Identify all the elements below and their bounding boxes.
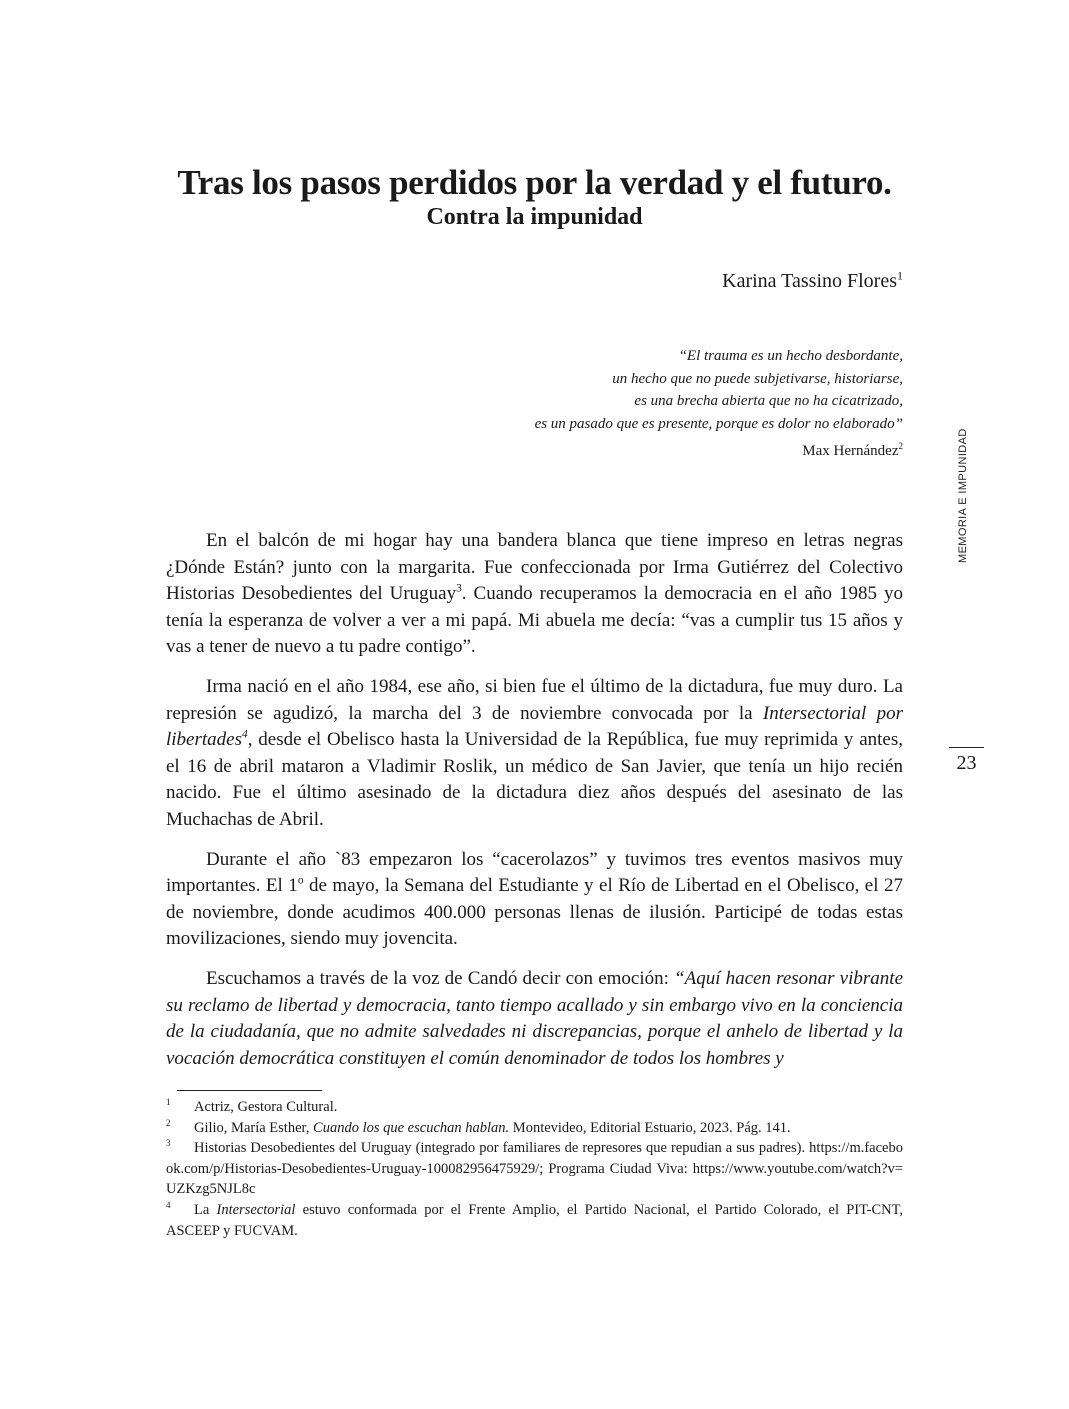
footnote-4: 4 La Intersectorial estuvo conformada por el Frente Amplio, el Partido Nacional, el Partido Colorado, el PIT-CNT, ASCEEP y FUCVAM.: [166, 1200, 903, 1239]
page-number-rule: [949, 747, 984, 748]
footnote-ref-4[interactable]: 4: [242, 728, 248, 741]
author-byline: [722, 270, 903, 293]
footnote-text: estuvo conformada por el Frente Amplio, el Partido Nacional, el Partido Colorado, el PIT-CNT, ASCEEP y FUCVAM.: [166, 1201, 903, 1239]
footnote-1: 1 Actriz, Gestora Cultural.: [166, 1097, 338, 1115]
ordinal-superscript: o: [297, 874, 304, 887]
author-name: Karina Tassino Flores: [722, 270, 897, 292]
paragraph-text: Irma nació en el año 1984, ese año, si bien fue el último de la dictadura, fue muy duro. La represión se agudizó, la marcha del 3 de noviembre convocada por la: [166, 675, 903, 724]
epigraph-source: [802, 443, 903, 460]
footnote-text: Actriz, Gestora Cultural.: [194, 1099, 338, 1115]
paragraph-text: Durante el año `83 empezaron los “cacerolazos” y tuvimos tres eventos masivos muy importantes. El 1: [166, 848, 903, 897]
footnote-3: 3 Historias Desobedientes del Uruguay (integrado por familiares de represores que repudian a sus padres). https://m.facebook.com/p/Historias-Desobedientes-Uruguay-100082956475929/; Programa Ciudad Viva: https://www.youtube.com/watch?v=UZKzg5NJL8c: [166, 1138, 903, 1198]
footnote-text: Gilio, María Esther,: [194, 1119, 314, 1136]
body-paragraph: [166, 528, 903, 661]
footnote-book-title: Cuando los que escuchan hablan.: [313, 1119, 510, 1136]
footnote-ref-3[interactable]: 3: [456, 582, 462, 595]
body-paragraph: [166, 847, 903, 953]
body-paragraph: [166, 674, 903, 834]
footnote-text-with-links[interactable]: Historias Desobedientes del Uruguay (integrado por familiares de represores que repudian a sus padres). https://m.facebook.com/p/Historias-Desobedientes-Uruguay-100082956475929/; Programa Ciudad Viva: https://www.youtube.com/watch?v=UZKzg5NJL8c: [166, 1140, 903, 1198]
paragraph-text: En el balcón de mi hogar hay una bandera blanca que tiene impreso en letras negras ¿Dónde Están? junto con la margarita. Fue confeccionada por Irma Gutiérrez del Colectivo Historias Desobedientes del Uruguay: [166, 530, 903, 605]
quoted-speech: “Aquí hacen resonar vibrante su reclamo de libertad y democracia, tanto tiempo acallado y sin embargo vivo en la conciencia de la ciudadanía, que no admite salvedades ni discrepancias, porque el anhelo de libertad y la vocación democrática constituyen el común denominador de todos los hombres y: [166, 967, 903, 1069]
footnote-ref-2[interactable]: 2: [898, 441, 903, 451]
epigraph-line: es un pasado que es presente, porque es dolor no elaborado”: [534, 415, 903, 432]
paragraph-text: , desde el Obelisco hasta la Universidad de la República, fue muy reprimida y antes, el 16 de abril mataron a Vladimir Roslik, un médico de San Javier, que tenía un hijo recién nacido. Fue el último asesinado de la dictadura diez años después del asesinato de las Muchachas de Abril.: [166, 729, 903, 830]
epigraph-quote: [483, 345, 903, 435]
footnote-separator: [177, 1090, 322, 1091]
paragraph-text: . Cuando recuperamos la democracia en el año 1985 yo tenía la esperanza de volver a ver a mi papá. Mi abuela me decía: “vas a cumplir tus 15 años y vas a tener de nuevo a tu padre contigo”.: [166, 583, 903, 658]
page-number: 23: [956, 752, 977, 774]
footnote-text: Montevideo, Editorial Estuario, 2023. Pág. 141.: [509, 1119, 791, 1136]
footnotes: [166, 1097, 903, 1241]
footnote-ref-1[interactable]: 1: [897, 268, 903, 283]
article-title: Tras los pasos perdidos por la verdad y el futuro.: [177, 163, 892, 202]
footnote-text: La: [194, 1201, 217, 1218]
running-section-label: MEMORIA E IMPUNIDAD: [957, 428, 969, 563]
epigraph-line: un hecho que no puede subjetivarse, historiarse,: [612, 370, 903, 387]
paragraph-text: Escuchamos a través de la voz de Candó decir con emoción:: [206, 967, 675, 989]
paragraph-text: de mayo, la Semana del Estudiante y el Río de Libertad en el Obelisco, el 27 de noviembre, donde acudimos 400.000 personas llenas de ilusión. Participé de todas estas movilizaciones, siendo muy jovencita.: [166, 875, 903, 950]
article-body: [166, 528, 903, 1085]
footnote-2: 2 Gilio, María Esther, Cuando los que escuchan hablan. Montevideo, Editorial Estuario, 2023. Pág. 141.: [166, 1117, 791, 1136]
epigraph-line: es una brecha abierta que no ha cicatrizado,: [634, 393, 903, 409]
epigraph-line: “El trauma es un hecho desbordante,: [678, 348, 903, 364]
article-subtitle: Contra la impunidad: [426, 204, 643, 230]
epigraph-author: Max Hernández: [802, 443, 899, 459]
footnote-emphasis: Intersectorial: [216, 1201, 296, 1218]
paragraph-emphasis: Intersectorial por libertades: [166, 702, 903, 751]
body-paragraph: [166, 966, 903, 1072]
